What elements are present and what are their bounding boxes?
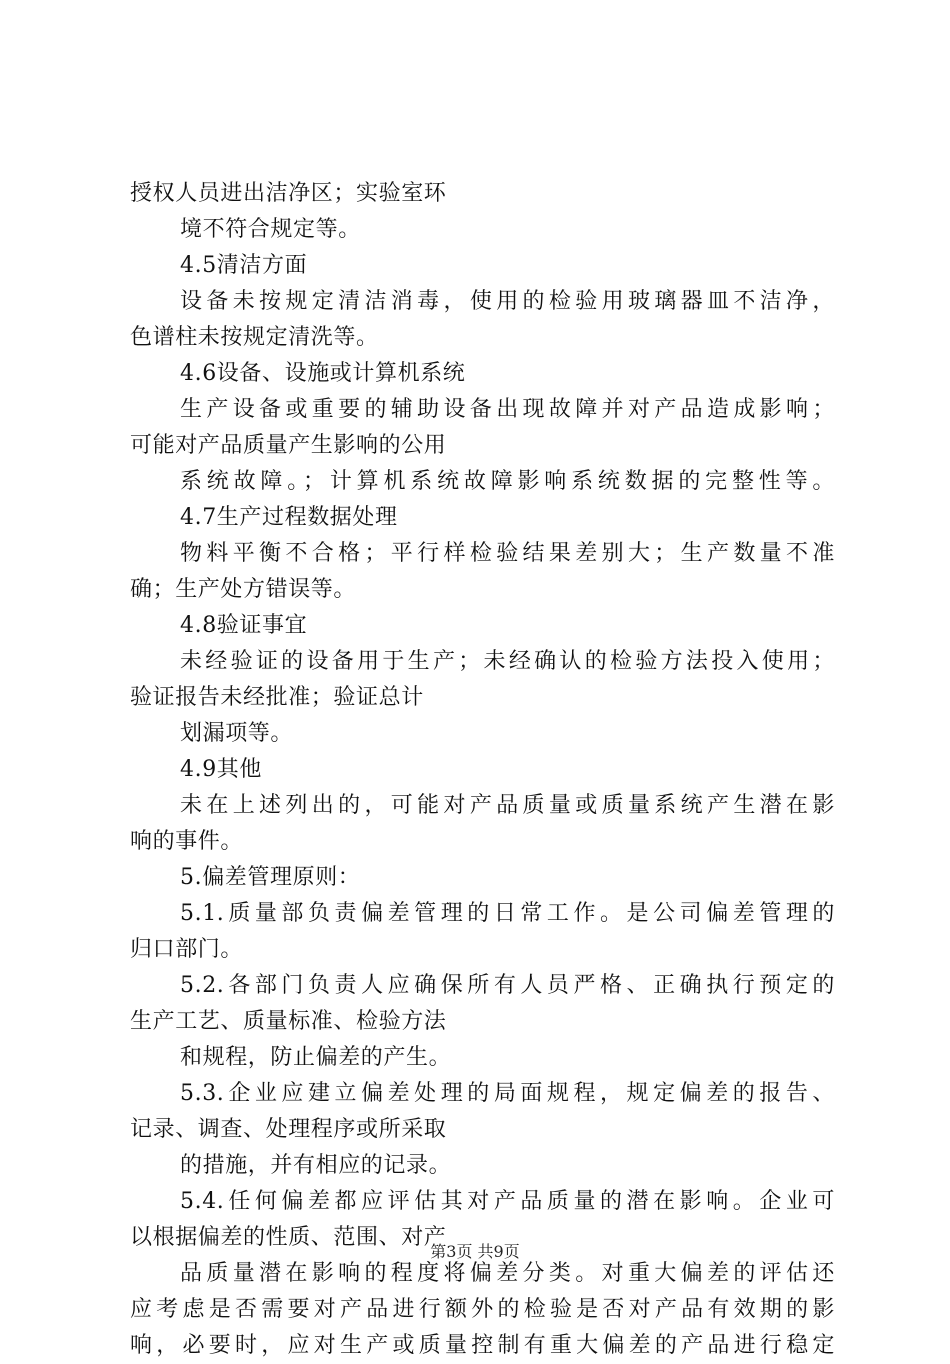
text-line: 验证报告未经批准；验证总计: [130, 685, 424, 710]
text-line: 划漏项等。: [180, 721, 294, 746]
text-line: 色谱柱未按规定清洗等。: [130, 325, 379, 350]
text-line: 品质量潜在影响的程度将偏差分类。对重大偏差的评估还: [180, 1261, 835, 1286]
text-line: 生产设备或重要的辅助设备出现故障并对产品造成影响；: [180, 397, 835, 422]
page-footer: 第3页 共9页: [430, 1242, 520, 1261]
text-line: 确；生产处方错误等。: [130, 577, 357, 602]
text-line: 4.8验证事宜: [180, 613, 308, 638]
text-line: 响，必要时，应对生产或质量控制有重大偏差的产品进行稳定: [130, 1333, 835, 1358]
text-line: 5.2.各部门负责人应确保所有人员严格、正确执行预定的: [180, 973, 835, 998]
text-line: 物料平衡不合格；平行样检验结果差别大；生产数量不准: [180, 541, 835, 566]
text-line: 记录、调查、处理程序或所采取: [130, 1117, 447, 1142]
text-line: 和规程，防止偏差的产生。: [180, 1045, 452, 1070]
text-line: 的措施，并有相应的记录。: [180, 1153, 452, 1178]
text-line: 生产工艺、质量标准、检验方法: [130, 1009, 447, 1034]
text-line: 可能对产品质量产生影响的公用: [130, 433, 447, 458]
text-line: 4.7生产过程数据处理: [180, 505, 398, 530]
text-line: 5.偏差管理原则：: [180, 865, 361, 890]
text-line: 以根据偏差的性质、范围、对产: [130, 1225, 447, 1250]
text-line: 授权人员进出洁净区；实验室环: [130, 181, 447, 206]
text-line: 5.4.任何偏差都应评估其对产品质量的潜在影响。企业可: [180, 1189, 835, 1214]
text-line: 响的事件。: [130, 829, 244, 854]
text-line: 5.1.质量部负责偏差管理的日常工作。是公司偏差管理的: [180, 901, 835, 926]
text-line: 归口部门。: [130, 937, 244, 962]
text-line: 未经验证的设备用于生产；未经确认的检验方法投入使用；: [180, 649, 835, 674]
text-line: 5.3.企业应建立偏差处理的局面规程，规定偏差的报告、: [180, 1081, 835, 1106]
text-line: 境不符合规定等。: [180, 217, 361, 242]
text-line: 4.9其他: [180, 757, 262, 782]
text-line: 4.5清洁方面: [180, 253, 308, 278]
document-body: [130, 176, 835, 1364]
text-line: 应考虑是否需要对产品进行额外的检验是否对产品有效期的影: [130, 1297, 835, 1322]
text-line: 未在上述列出的，可能对产品质量或质量系统产生潜在影: [180, 793, 835, 818]
text-line: 4.6设备、设施或计算机系统: [180, 361, 466, 386]
text-line: 设备未按规定清洁消毒，使用的检验用玻璃器皿不洁净，: [180, 289, 835, 314]
text-line: 系统故障。；计算机系统故障影响系统数据的完整性等。: [180, 469, 835, 494]
